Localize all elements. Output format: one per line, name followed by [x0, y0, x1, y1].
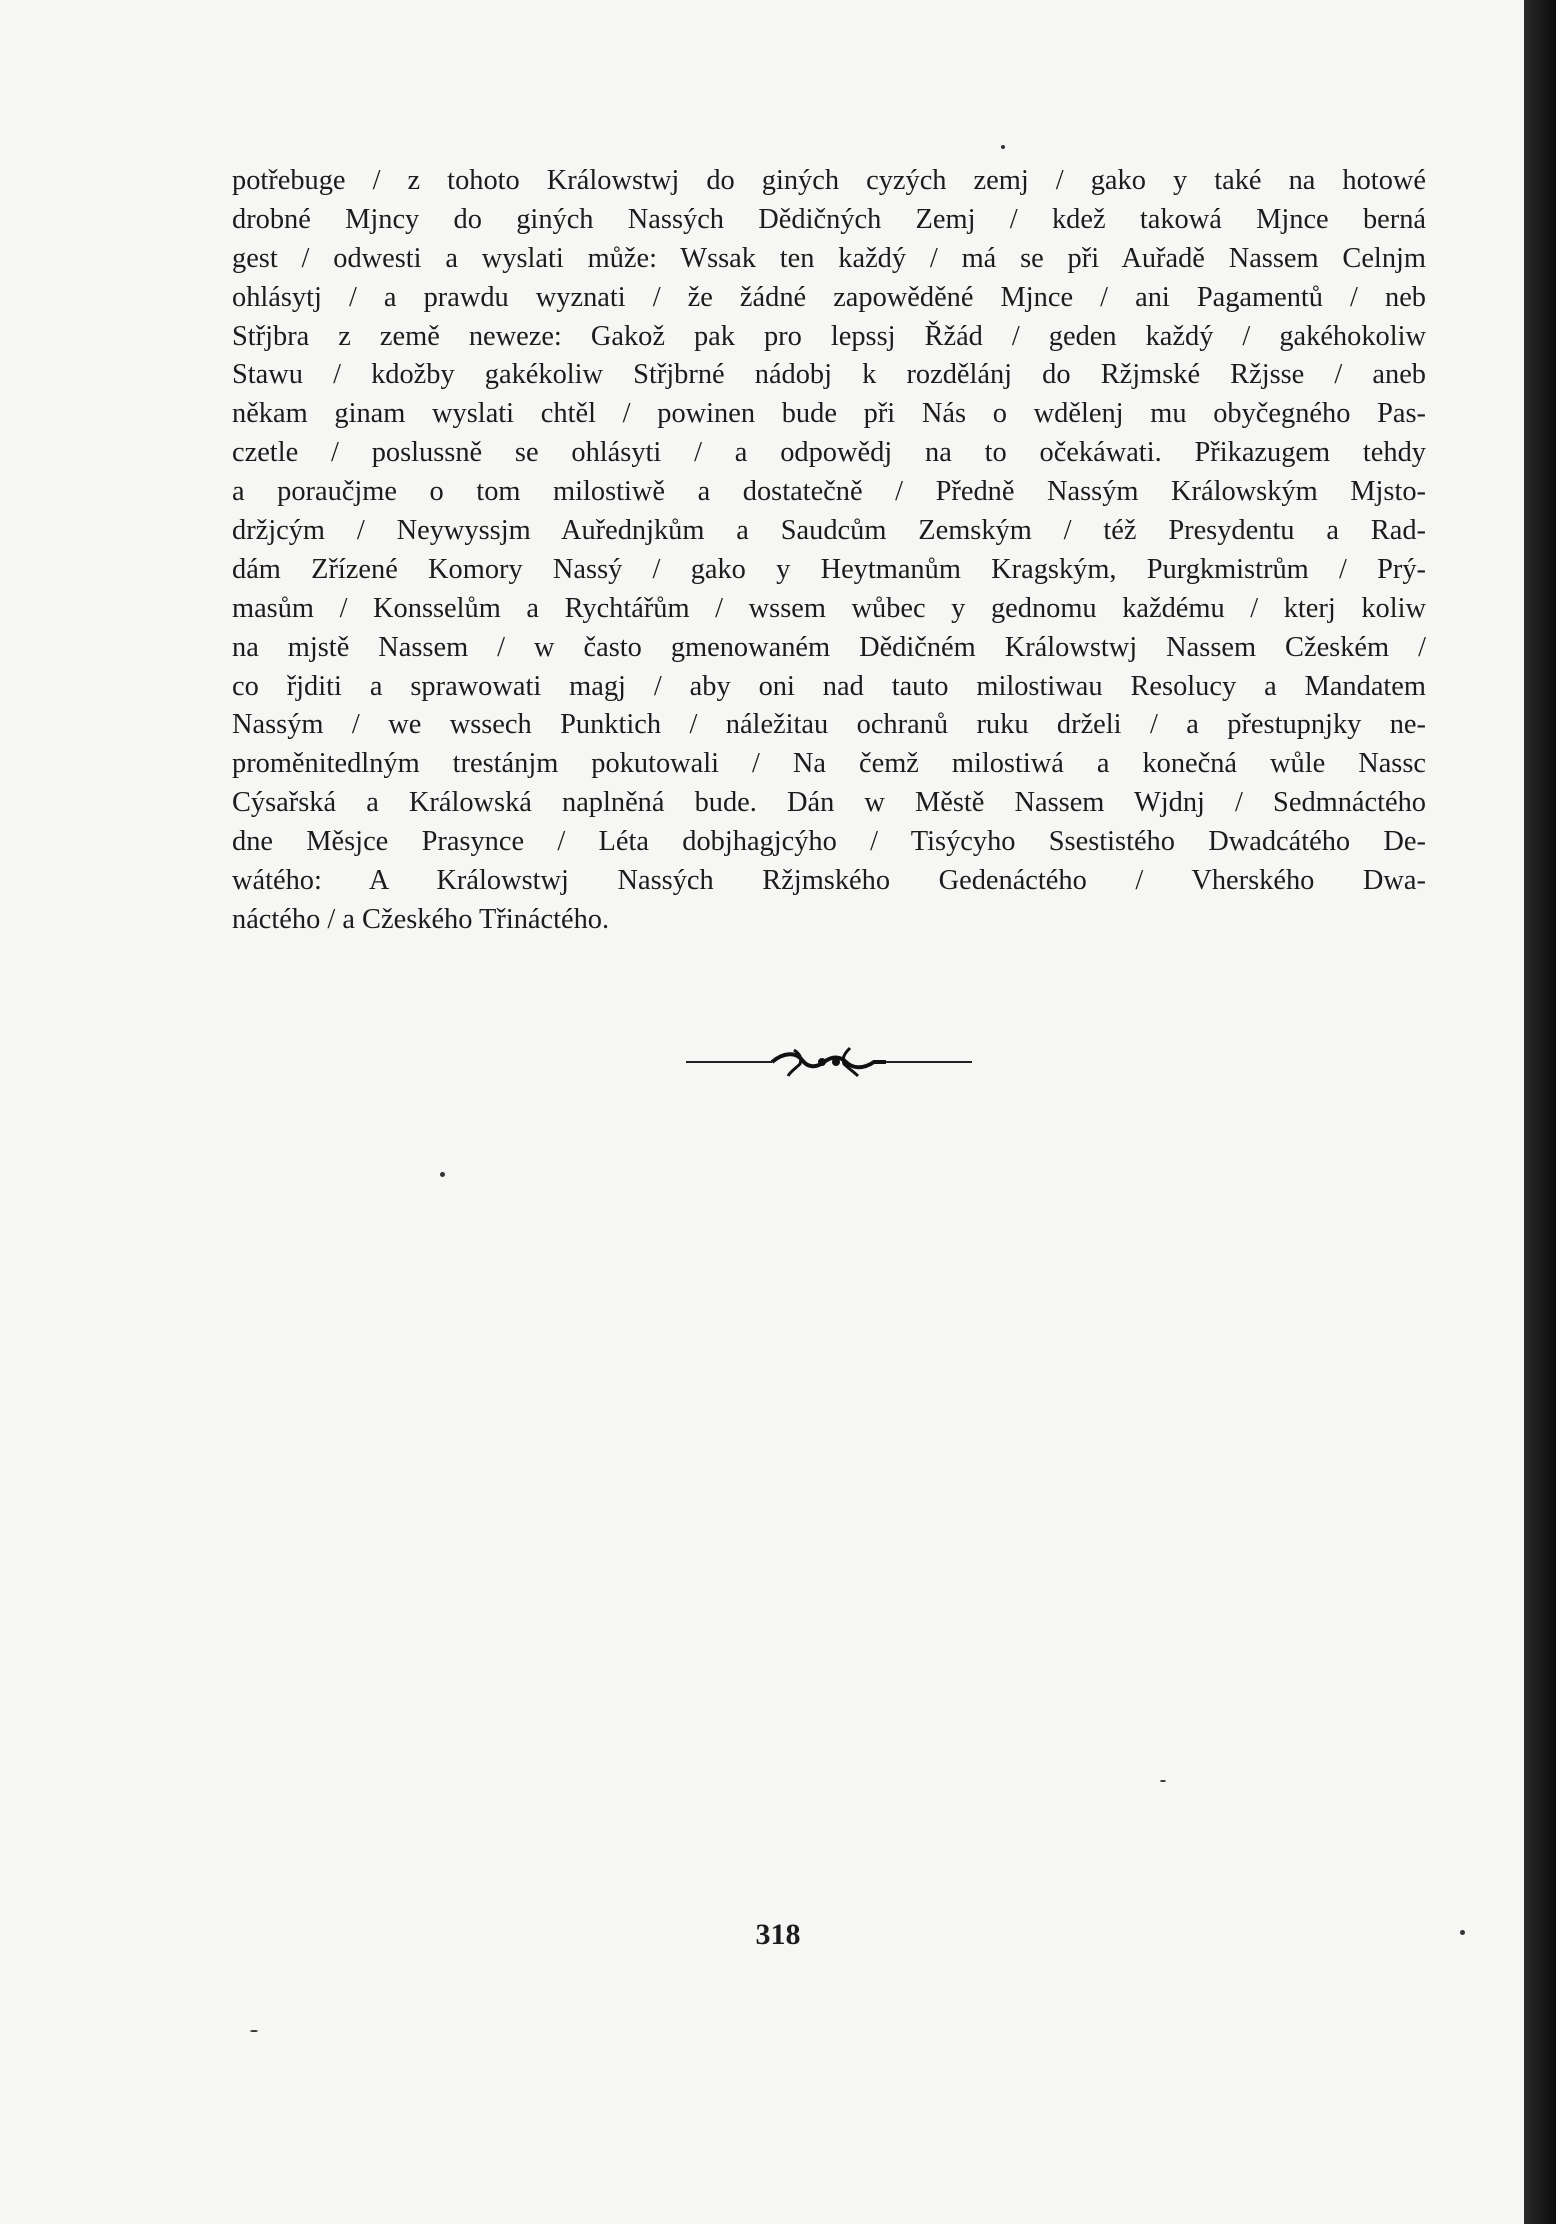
scan-speck	[1001, 145, 1005, 149]
text-line: czetle / poslussně se ohlásyti / a odpowědj na to očekáwati. Přikazugem tehdy	[232, 437, 1426, 469]
text-line: potřebuge / z tohoto Králowstwj do giných cyzých zemj / gako y také na hotowé	[232, 165, 1426, 196]
text-line: někam ginam wyslati chtěl / powinen bude při Nás o wdělenj mu obyčegného Pas-	[232, 398, 1426, 430]
text-line: Nassým / we wssech Punktich / náležitau ochranů ruku drželi / a přestupnjky ne-	[232, 709, 1426, 741]
scan-speck	[1160, 1780, 1166, 1782]
text-line: Stawu / kdožby gakékoliw Střjbrné nádobj k rozdělánj do Ržjmské Ržjsse / aneb	[232, 359, 1426, 391]
text-line: co řjditi a sprawowati magj / aby oni nad tauto milostiwau Resolucy a Mandatem	[232, 670, 1426, 702]
floral-divider-icon	[684, 1042, 974, 1082]
page-edge-border	[1524, 0, 1556, 2224]
text-line: drobné Mjncy do giných Nassých Dědičných Zemj / kdež takowá Mjnce berná	[232, 203, 1426, 235]
text-line: ohlásytj / a prawdu wyznati / že žádné zapowěděné Mjnce / ani Pagamentů / neb	[232, 281, 1426, 313]
text-line: dám Zřízené Komory Nassý / gako y Heytmanům Kragským, Purgkmistrům / Prý-	[232, 553, 1426, 585]
text-line: masům / Konsselům a Rychtářům / wssem wůbec y gednomu každému / kterj koliw	[232, 592, 1426, 624]
text-line: wátého: A Králowstwj Nassých Ržjmského Gedenáctého / Vherského Dwa-	[232, 865, 1426, 897]
text-line: na mjstě Nassem / w často gmenowaném Dědičném Králowstwj Nassem Cžeském /	[232, 631, 1426, 663]
text-line: proměnitedlným trestánjm pokutowali / Na čemž milostiwá a konečná wůle Nassc	[232, 748, 1426, 780]
text-line: Cýsařská a Králowská naplněná bude. Dán w Městě Nassem Wjdnj / Sedmnáctého	[232, 787, 1426, 819]
scan-speck	[250, 2030, 258, 2032]
page-number: 318	[755, 1918, 801, 1951]
body-text	[232, 162, 1426, 940]
scan-speck	[1460, 1930, 1465, 1935]
text-line: a poraučjme o tom milostiwě a dostatečně / Předně Nassým Králowským Mjsto-	[232, 476, 1426, 508]
text-line: náctého / a Cžeského Třináctého.	[232, 903, 610, 935]
text-line: gest / odwesti a wyslati může: Wssak ten každý / má se při Auřadě Nassem Celnjm	[232, 242, 1426, 274]
text-line: dne Měsjce Prasynce / Léta dobjhagjcýho / Tisýcyho Ssestistého Dwadcátého De-	[232, 826, 1426, 858]
text-line: držjcým / Neywyssjm Auřednjkům a Saudcům Zemským / též Presydentu a Rad-	[232, 515, 1426, 547]
text-line: Střjbra z země neweze: Gakož pak pro lepssj Řžád / geden každý / gakéhokoliw	[232, 320, 1426, 352]
scan-speck	[440, 1172, 445, 1177]
